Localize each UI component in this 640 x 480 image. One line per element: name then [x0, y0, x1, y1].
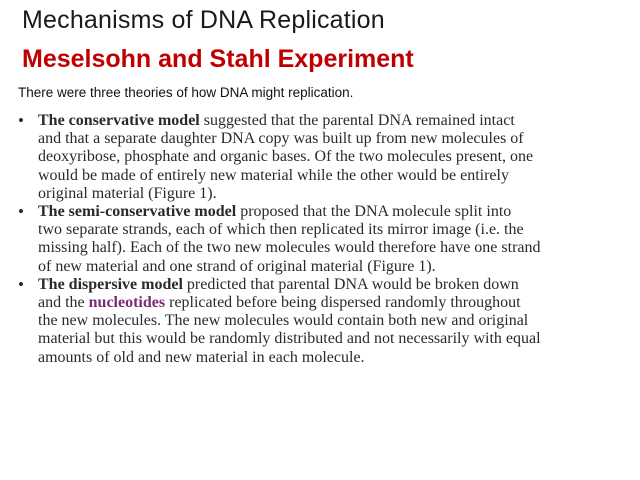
- page-title: Mechanisms of DNA Replication: [22, 6, 385, 34]
- text-line: [38, 203, 616, 221]
- list-item-conservative: [16, 112, 616, 203]
- list-item-dispersive: [16, 276, 616, 367]
- list-item-semi-conservative: [16, 203, 616, 276]
- models-list: [16, 112, 616, 367]
- model-text: suggested that the parental DNA remained intact: [199, 112, 515, 129]
- model-text: replicated before being dispersed randomly throughout: [165, 294, 521, 312]
- bullet-icon: •: [18, 202, 24, 222]
- model-text: predicted that parental DNA would be broken down: [182, 275, 519, 293]
- text-line: material but this would be randomly distributed and not necessarily with equal: [38, 330, 541, 348]
- text-line: the new molecules. The new molecules would contain both new and original: [38, 312, 529, 330]
- text-line: missing half). Each of the two new molecules would therefore have one strand: [38, 239, 541, 257]
- page-subtitle: Meselsohn and Stahl Experiment: [22, 45, 414, 73]
- text-line: amounts of old and new material in each molecule.: [38, 348, 365, 366]
- model-text: proposed that the DNA molecule split into: [236, 203, 512, 221]
- intro-text: There were three theories of how DNA might replication.: [18, 85, 354, 100]
- text-line: two separate strands, each of which then replicated its mirror image (i.e. the: [38, 221, 524, 239]
- nucleotides-link[interactable]: nucleotides: [88, 294, 166, 312]
- text-line: [38, 112, 616, 130]
- text-line: [38, 294, 616, 312]
- text-line: original material (Figure 1).: [38, 184, 217, 202]
- text-line: would be made of entirely new material while the other would be entirely: [38, 166, 509, 184]
- text-line: deoxyribose, phosphate and organic bases. Of the two molecules present, one: [38, 148, 534, 166]
- model-text: and the: [38, 294, 89, 312]
- bullet-icon: •: [18, 274, 24, 294]
- text-line: [38, 276, 616, 294]
- model-term: The conservative model: [38, 112, 200, 129]
- text-line: of new material and one strand of original material (Figure 1).: [38, 257, 436, 275]
- model-term: The dispersive model: [38, 275, 183, 293]
- bullet-icon: •: [18, 111, 24, 130]
- model-term: The semi-conservative model: [38, 203, 237, 221]
- text-line: and that a separate daughter DNA copy was built up from new molecules of: [38, 130, 524, 148]
